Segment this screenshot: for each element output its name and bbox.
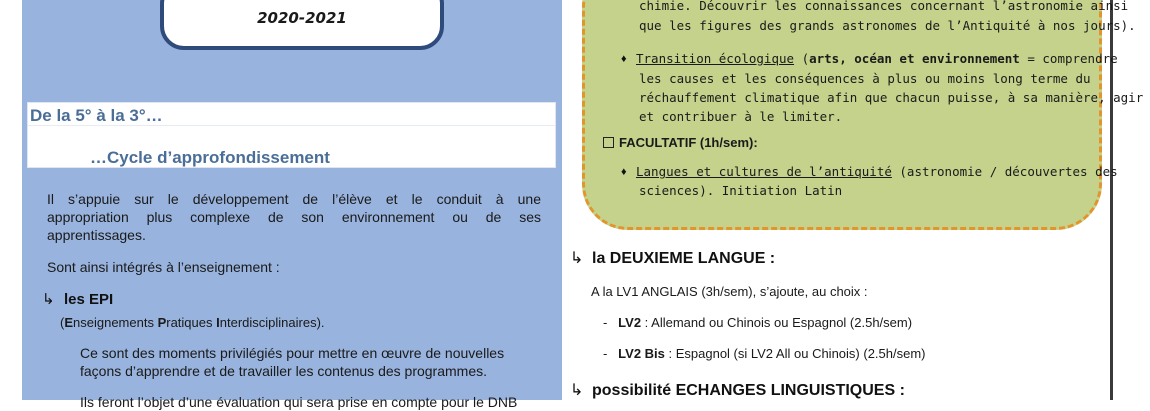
lv2-item: - LV2 : Allemand ou Chinois ou Espagnol (2.5h/sem) (603, 315, 913, 330)
epi-cut-line: Ils feront l’objet d’une évaluation qui sera prise en compte pour le DNB (80, 394, 518, 410)
section-title: De la 5° à la 3°… (30, 106, 163, 125)
transition-line-2: les causes et les conséquences à plus ou moins long terme du (639, 71, 1091, 86)
second-language-heading: ↳ la DEUXIEME LANGUE : (570, 250, 776, 267)
intro-line-1: Il s’appuie sur le développement de l’élève et le conduit à une (47, 191, 541, 207)
section-header (27, 102, 556, 168)
astro-line-1: chimie. Découvrir les connaissances concernant l’astronomie ainsi (639, 0, 1129, 13)
exchanges-heading: ↳ possibilité ECHANGES LINGUISTIQUES : (570, 382, 905, 399)
facultatif-label: FACULTATIF (1h/sem): (603, 135, 758, 150)
checkbox-icon (603, 137, 614, 148)
epi-full-name: (Enseignements Pratiques Interdisciplinaires). (60, 315, 325, 330)
langues-line-1: Langues et cultures de l’antiquité (astronomie / découvertes des (636, 164, 1118, 179)
drop-bullet-icon: ♦ (621, 166, 627, 178)
transition-line-3: réchauffement climatique afin que chacun puisse, à sa manière, agir (639, 90, 1144, 105)
langues-line-2: sciences). Initiation Latin (639, 183, 843, 198)
drop-bullet-icon: ♦ (621, 53, 627, 65)
section-subtitle: …Cycle d’approfondissement (90, 148, 330, 167)
intro-line-2: appropriation plus complexe de son environnement ou de ses (47, 209, 541, 225)
arrow-bullet-icon: ↳ (570, 250, 584, 267)
epi-desc-line-2: façons d’apprendre et de travailler les contenus des programmes. (80, 363, 487, 379)
integrated-text: Sont ainsi intégrés à l’enseignement : (47, 259, 280, 275)
school-year: 2020-2021 (257, 9, 347, 27)
year-box (160, 0, 444, 50)
lv1-line: A la LV1 ANGLAIS (3h/sem), s’ajoute, au choix : (591, 284, 868, 299)
epi-desc-line-1: Ce sont des moments privilégiés pour mettre en œuvre de nouvelles (80, 345, 505, 361)
lv2bis-item: - LV2 Bis : Espagnol (si LV2 All ou Chinois) (2.5h/sem) (603, 346, 926, 361)
epi-heading: ↳ les EPI (42, 291, 114, 308)
transition-line-4: et contribuer à le limiter. (639, 109, 843, 124)
transition-line-1: Transition écologique (arts, océan et environnement = comprendre (636, 51, 1118, 66)
astro-line-2: que les figures des grands astronomes de l’Antiquité à nos jours). (639, 18, 1136, 33)
intro-line-3: apprentissages. (47, 227, 146, 243)
arrow-bullet-icon: ↳ (570, 382, 584, 399)
arrow-bullet-icon: ↳ (42, 291, 55, 308)
